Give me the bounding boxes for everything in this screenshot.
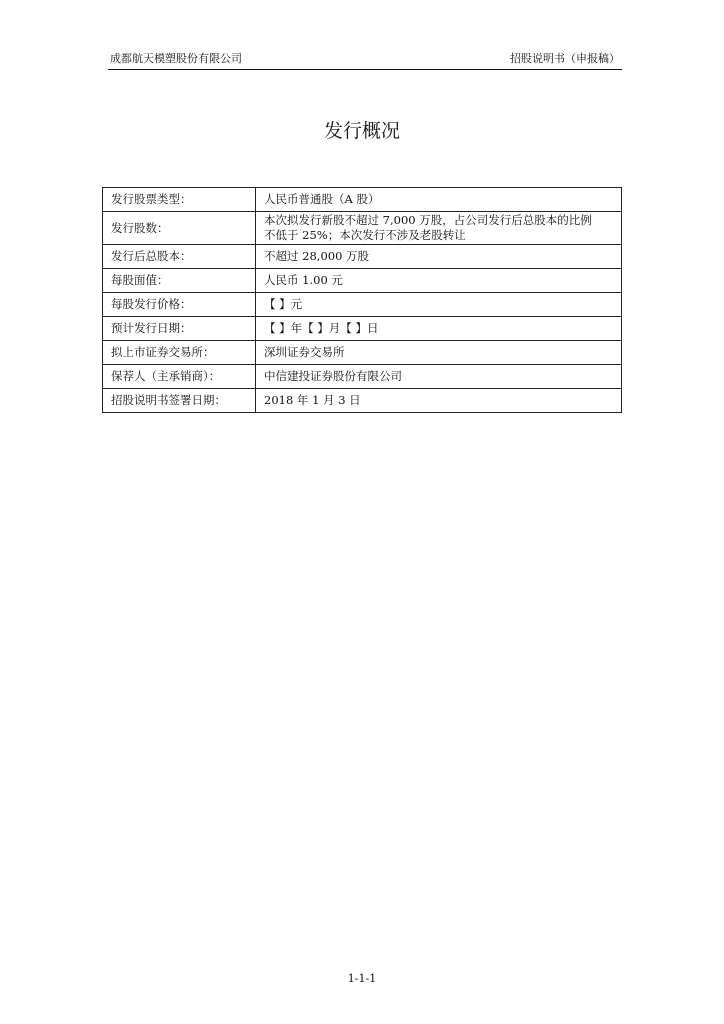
row-label-issue-date: 预计发行日期： (103, 317, 256, 341)
table-row (103, 341, 622, 365)
row-value-stock-type: 人民币普通股（A 股） (256, 188, 622, 212)
row-value-signing-date: 2018 年 1 月 3 日 (256, 389, 622, 413)
page-header (108, 50, 622, 68)
row-value-sponsor: 中信建投证券股份有限公司 (256, 365, 622, 389)
row-label-signing-date: 招股说明书签署日期： (103, 389, 256, 413)
table-row (103, 317, 622, 341)
page-number: 1-1-1 (347, 972, 377, 985)
table-row (103, 293, 622, 317)
header-divider (108, 69, 622, 70)
row-label-total-capital: 发行后总股本： (103, 245, 256, 269)
table-row (103, 269, 622, 293)
row-value-share-count (256, 212, 622, 245)
row-label-stock-type: 发行股票类型： (103, 188, 256, 212)
row-label-share-count: 发行股数： (103, 212, 256, 245)
header-document-type: 招股说明书（申报稿） (510, 52, 620, 65)
row-value-exchange: 深圳证券交易所 (256, 341, 622, 365)
share-count-line-2: 不低于 25%；本次发行不涉及老股转让 (264, 228, 466, 242)
header-company-name: 成都航天模塑股份有限公司 (110, 52, 242, 65)
row-label-sponsor: 保荐人（主承销商）： (103, 365, 256, 389)
row-value-par-value: 人民币 1.00 元 (256, 269, 622, 293)
table-row (103, 365, 622, 389)
page-title: 发行概况 (323, 120, 400, 142)
row-label-par-value: 每股面值： (103, 269, 256, 293)
row-value-issue-date: 【 】年【 】月【 】日 (256, 317, 622, 341)
row-label-exchange: 拟上市证券交易所： (103, 341, 256, 365)
row-value-issue-price: 【 】元 (256, 293, 622, 317)
share-count-line-1: 本次拟发行新股不超过 7,000 万股，占公司发行后总股本的比例 (264, 213, 592, 227)
offering-summary-table (102, 187, 622, 413)
row-value-total-capital: 不超过 28,000 万股 (256, 245, 622, 269)
table-row (103, 188, 622, 212)
row-label-issue-price: 每股发行价格： (103, 293, 256, 317)
table-row (103, 245, 622, 269)
table-row (103, 389, 622, 413)
table-row (103, 212, 622, 245)
